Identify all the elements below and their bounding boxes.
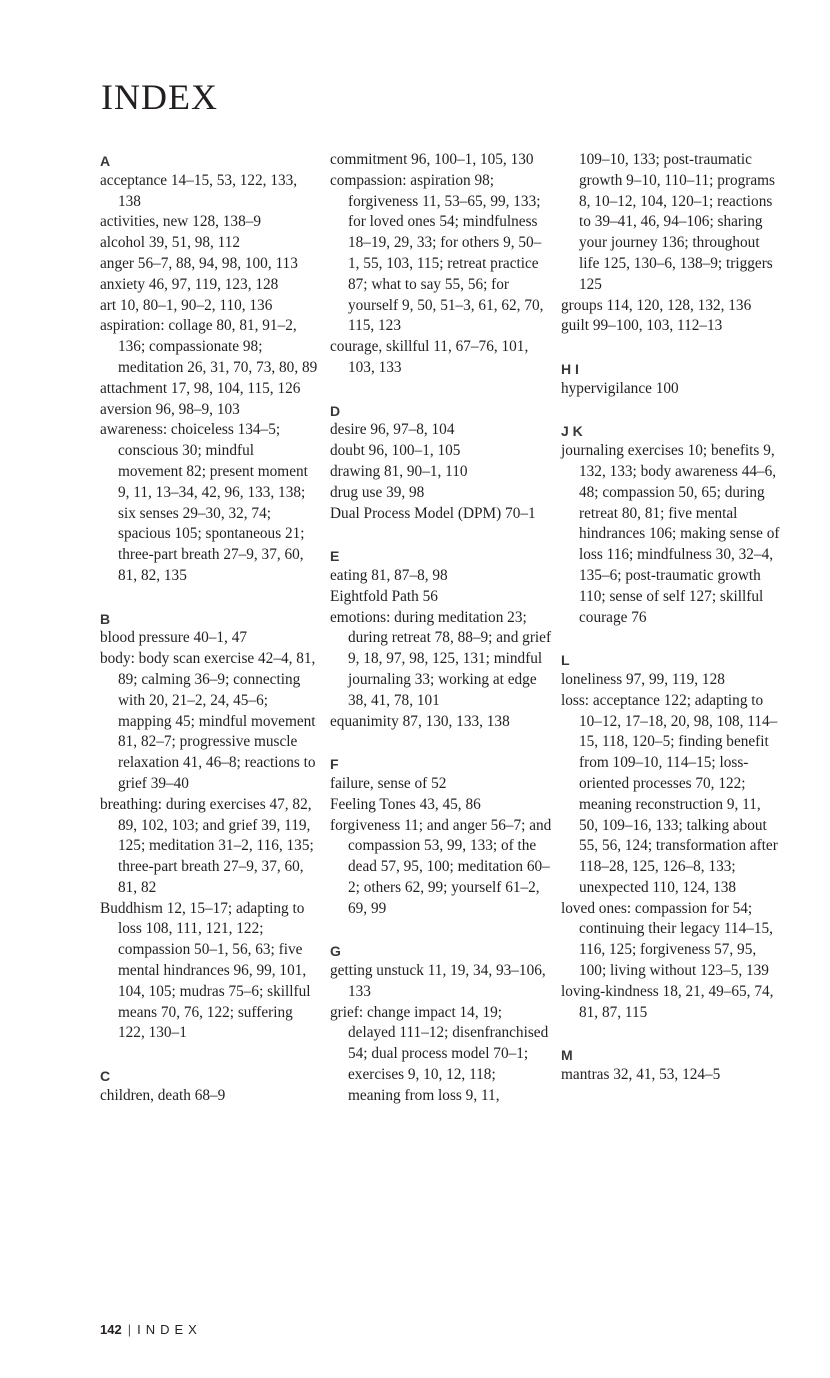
index-column-2	[330, 150, 552, 1107]
index-entry: art 10, 80–1, 90–2, 110, 136	[100, 296, 273, 314]
index-entry: grief: change impact 14, 19; delayed 111–12; disenfranchised 54; dual process model 70–1; exercises 9, 10, 12, 118; meaning from loss 9, 11,	[330, 1003, 549, 1104]
index-entry: journaling exercises 10; benefits 9, 132, 133; body awareness 44–6, 48; compassion 50, 65; during retreat 80, 81; five mental hindrances 106; making sense of loss 116; mindfulness 30, 32–4, 135–6; post-traumatic growth 110; sense of self 127; skillful courage 76	[561, 442, 780, 626]
index-entry: aspiration: collage 80, 81, 91–2, 136; compassionate 98; meditation 26, 31, 70, 73, 80, 89	[100, 317, 318, 376]
index-entry: anxiety 46, 97, 119, 123, 128	[100, 275, 279, 293]
section-gap	[561, 1023, 783, 1044]
index-entry: emotions: during meditation 23; during retreat 78, 88–9; and grief 9, 18, 97, 98, 125, 131; mindful journaling 33; working at edge 38, 41, 78, 101	[330, 608, 552, 709]
index-entry: acceptance 14–15, 53, 122, 133, 138	[100, 171, 298, 210]
section-letter: L	[561, 652, 570, 669]
index-entry: Buddhism 12, 15–17; adapting to loss 108, 111, 121, 122; compassion 50–1, 56, 63; five mental hindrances 96, 99, 101, 104, 105; mudras 75–6; skillful means 70, 76, 122; suffering 122, 130–1	[100, 899, 311, 1042]
index-entry: awareness: choiceless 134–5; conscious 30; mindful movement 82; present moment 9, 11, 13–34, 42, 96, 133, 138; six senses 29–30, 32, 74; spacious 105; spontaneous 21; three-part breath 27–9, 37, 60, 81, 82, 135	[100, 421, 308, 584]
index-entry: failure, sense of 52	[330, 774, 447, 792]
index-entry: getting unstuck 11, 19, 34, 93–106, 133	[330, 962, 546, 1000]
index-entry: desire 96, 97–8, 104	[330, 421, 455, 439]
index-entry: guilt 99–100, 103, 112–13	[561, 317, 723, 335]
section-letter: G	[330, 943, 341, 960]
index-entry: Eightfold Path 56	[330, 587, 438, 605]
index-entry: equanimity 87, 130, 133, 138	[330, 712, 510, 730]
section-gap	[330, 379, 552, 400]
section-letter: D	[330, 402, 341, 419]
index-entry: alcohol 39, 51, 98, 112	[100, 234, 241, 252]
index-entry-continued: 109–10, 133; post-traumatic growth 9–10, 110–11; programs 8, 10–12, 104, 120–1; reactions to 39–41, 46, 94–106; sharing your journey 136; throughout life 125, 130–6, 138–9; triggers 125	[579, 151, 776, 293]
index-entry: loved ones: compassion for 54; continuing their legacy 114–15, 116, 125; forgiveness 57, 95, 100; living without 123–5, 139	[561, 899, 773, 980]
index-entry: loneliness 97, 99, 119, 128	[561, 670, 725, 688]
index-entry: mantras 32, 41, 53, 124–5	[561, 1066, 721, 1084]
section-gap	[561, 628, 783, 649]
page-number: 142	[100, 1322, 122, 1337]
section-letter: F	[330, 756, 339, 773]
section-gap	[561, 400, 783, 421]
section-letter: M	[561, 1047, 573, 1064]
index-entry: loss: acceptance 122; adapting to 10–12, 17–18, 20, 98, 108, 114–15, 118, 120–5; finding benefit from 109–10, 114–15; loss-oriented processes 70, 122; meaning reconstruction 9, 11, 50, 109–16, 133; talking about 55, 56, 124; transformation after 118–28, 125, 126–8, 133; unexpected 110, 124, 138	[561, 691, 778, 896]
index-entry: compassion: aspiration 98; forgiveness 11, 53–65, 99, 133; for loved ones 54; mindfulness 18–19, 29, 33; for others 9, 50–1, 55, 103, 115; retreat practice 87; what to say 55, 56; for yourself 9, 50, 51–3, 61, 62, 70, 115, 123	[330, 171, 544, 335]
index-entry: hypervigilance 100	[561, 379, 679, 397]
index-entry: drug use 39, 98	[330, 483, 425, 501]
section-letter: E	[330, 548, 340, 565]
index-entry: forgiveness 11; and anger 56–7; and compassion 53, 99, 133; of the dead 57, 95, 100; meditation 60–2; others 62, 99; yourself 61–2, 69, 99	[330, 816, 552, 917]
section-letter: C	[100, 1068, 111, 1085]
index-entry: loving-kindness 18, 21, 49–65, 74, 81, 87, 115	[561, 982, 774, 1021]
page-footer	[100, 1322, 202, 1337]
page-title: INDEX	[101, 77, 218, 117]
index-entry: Feeling Tones 43, 45, 86	[330, 795, 481, 813]
index-entry: blood pressure 40–1, 47	[100, 629, 248, 647]
footer-separator: |	[127, 1322, 132, 1337]
index-entry: drawing 81, 90–1, 110	[330, 462, 468, 480]
section-letter: H I	[561, 360, 579, 377]
section-gap	[330, 919, 552, 940]
index-column-1	[100, 150, 322, 1107]
index-entry: aversion 96, 98–9, 103	[100, 400, 240, 418]
section-letter: J K	[561, 423, 583, 440]
section-gap	[100, 587, 322, 608]
index-entry: eating 81, 87–8, 98	[330, 566, 448, 584]
index-entry: attachment 17, 98, 104, 115, 126	[100, 379, 301, 397]
index-entry: activities, new 128, 138–9	[100, 213, 262, 231]
index-entry: Dual Process Model (DPM) 70–1	[330, 504, 536, 522]
footer-label: INDEX	[137, 1322, 202, 1337]
index-entry: children, death 68–9	[100, 1086, 226, 1104]
section-letter: B	[100, 610, 111, 627]
section-gap	[330, 524, 552, 545]
section-gap	[100, 1044, 322, 1065]
index-entry: body: body scan exercise 42–4, 81, 89; calming 36–9; connecting with 20, 21–2, 24, 45–6; mapping 45; mindful movement 81, 82–7; progressive muscle relaxation 41, 46–8; reactions to grief 39–40	[100, 650, 316, 792]
index-entry: anger 56–7, 88, 94, 98, 100, 113	[100, 254, 298, 272]
section-gap	[561, 337, 783, 358]
index-entry: breathing: during exercises 47, 82, 89, 102, 103; and grief 39, 119, 125; meditation 31–2, 116, 135; three-part breath 27–9, 37, 60, 81, 82	[100, 795, 314, 896]
index-entry: commitment 96, 100–1, 105, 130	[330, 151, 534, 168]
section-gap	[330, 732, 552, 753]
index-entry: groups 114, 120, 128, 132, 136	[561, 296, 752, 314]
index-entry: doubt 96, 100–1, 105	[330, 442, 461, 460]
index-entry: courage, skillful 11, 67–76, 101, 103, 133	[330, 338, 529, 376]
index-column-3	[561, 150, 783, 1086]
section-letter: A	[100, 153, 111, 169]
